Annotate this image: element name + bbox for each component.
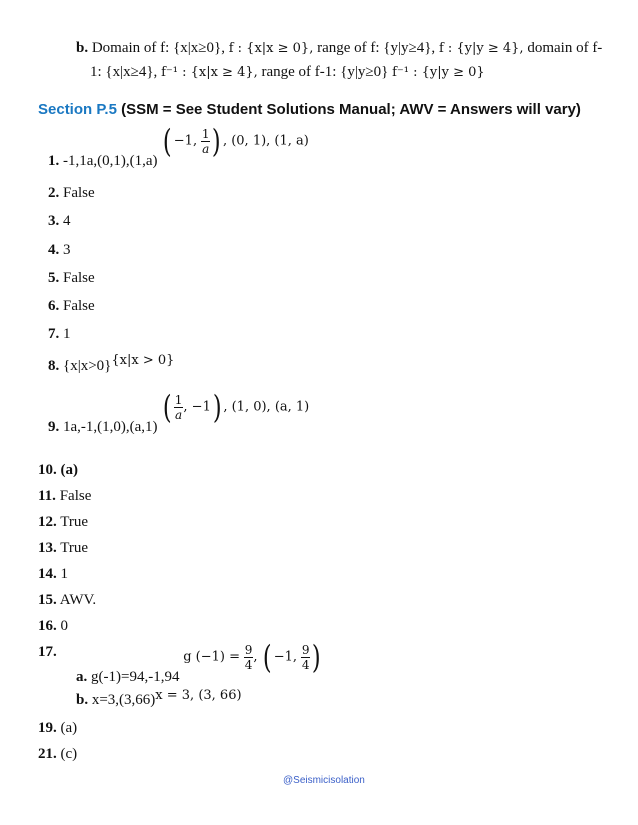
answer-12: 12. True (38, 514, 89, 530)
answer-16: 16. 0 (38, 618, 68, 634)
domain-inverse-text-start: domain of f- (527, 40, 603, 56)
answer-17b: b. x=3,(3,66)x = 3, (3, 66) (76, 688, 242, 708)
answer-17b-math: x = 3, (3, 66) (155, 688, 242, 703)
section-subtitle: (SSM = See Student Solutions Manual; AWV = Answers will vary) (121, 101, 581, 118)
answer-9: 9. 1a,-1,(1,0),(a,1) ( $\frac{1}{a}$ , −1) , (1, 0), (a, 1) (48, 388, 310, 435)
answer-21: 21. (c) (38, 746, 78, 762)
range-math: f : {y|y ≥ 4}, (438, 41, 524, 56)
answer-10: 10. (a) (38, 462, 78, 478)
answer-5: 5. False (48, 270, 95, 286)
answer-7: 7. 1 (48, 326, 71, 342)
answer-1 (48, 122, 309, 172)
section-title: Section P.5 (38, 101, 117, 118)
answer-1-math: ( −1, $\frac{1}{a}$ ) , (0, 1), (1, a) (163, 122, 309, 160)
range-inverse-math: f⁻¹ : {y|y ≥ 0} (392, 65, 485, 80)
item-b-label: b. (76, 40, 89, 56)
answer-3: 3. 4 (48, 213, 71, 229)
answer-6: 6. False (48, 298, 95, 314)
answer-17a: a. g(-1)=94,-1,94 g (−1) = $\frac{9}{4}$ , ( −1, $\frac{9}{4}$ ) (76, 638, 322, 685)
answer-13: 13. True (38, 540, 89, 556)
domain-inverse-math: f⁻¹ : {x|x ≥ 4}, (161, 65, 258, 80)
answer-17a-math: g (−1) = $\frac{9}{4}$ , ( −1, $\frac{9}{4}$ ) (183, 638, 322, 676)
answer-8: 8. {x|x>0}{x|x > 0} (48, 353, 175, 374)
answer-9-math: ( $\frac{1}{a}$ , −1) , (1, 0), (a, 1) (163, 388, 310, 426)
domain-inverse-text: 1: {x|x≥4}, (90, 64, 158, 80)
answer-11: 11. False (38, 488, 92, 504)
section-heading (38, 101, 581, 118)
answer-15: 15. AWV. (38, 592, 97, 608)
range-text: range of f: {y|y≥4}, (317, 40, 436, 56)
answer-14: 14. 1 (38, 566, 68, 582)
item-b-line-1 (76, 40, 602, 57)
domain-math: f : {x|x ≥ 0}, (228, 41, 314, 56)
footer-watermark: @Seismicisolation (283, 775, 365, 786)
answer-19: 19. (a) (38, 720, 78, 736)
answer-2: 2. False (48, 185, 95, 201)
answer-8-math: {x|x > 0} (111, 353, 175, 368)
item-b-line-2 (90, 64, 485, 81)
answer-4: 4. 3 (48, 242, 71, 258)
answer-17: 17. (38, 644, 57, 660)
domain-text: Domain of f: {x|x≥0}, (91, 40, 225, 56)
answer-text: -1,1a,(0,1),(1,a) (63, 153, 158, 169)
answer-number: 1. (48, 153, 60, 169)
range-inverse-text: range of f-1: {y|y≥0} (261, 64, 389, 80)
